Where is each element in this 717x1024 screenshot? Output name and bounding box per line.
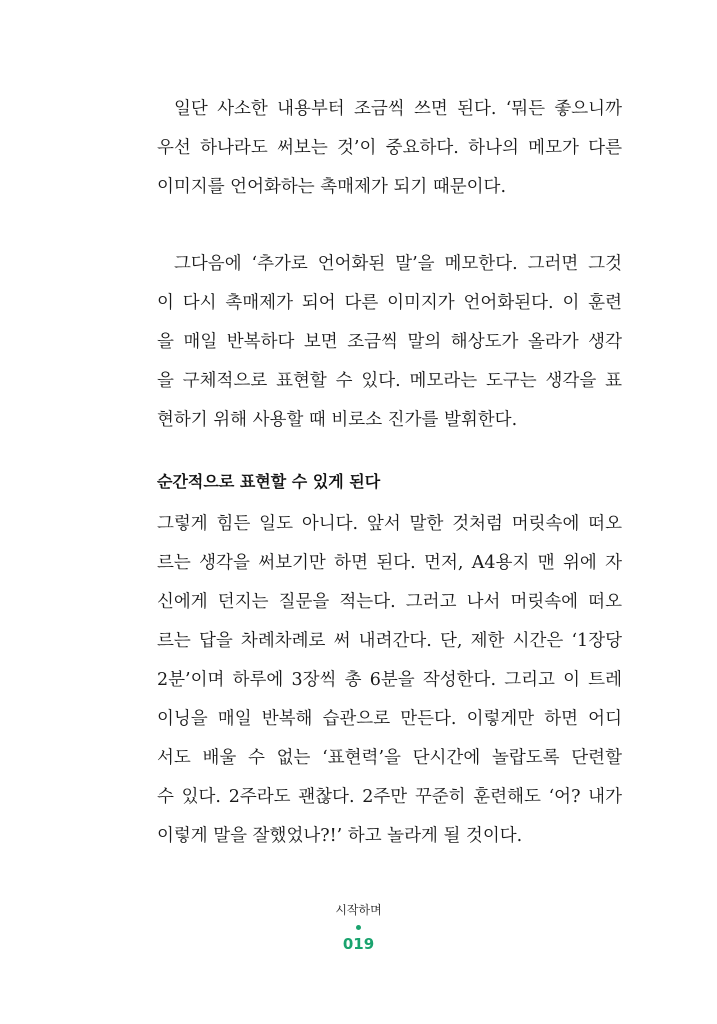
paragraph-line: 일단 사소한 내용부터 조금씩 쓰면 된다. ‘뭐든 좋으니까 — [174, 99, 622, 119]
paragraph-line: 신에게 던지는 질문을 적는다. 그러고 나서 머릿속에 떠오 — [157, 592, 622, 612]
paragraph-line: 이렇게 말을 잘했었나?!’ 하고 놀라게 될 것이다. — [157, 826, 523, 846]
section-heading: 순간적으로 표현할 수 있게 된다 — [157, 472, 381, 491]
paragraph-line: 이미지를 언어화하는 촉매제가 되기 때문이다. — [157, 177, 507, 197]
paragraph-1 — [157, 90, 622, 207]
paragraph-3 — [157, 505, 622, 856]
paragraph-line: 이 다시 촉매제가 되어 다른 이미지가 언어화된다. 이 훈련 — [157, 293, 622, 313]
chapter-title: 시작하며 — [335, 903, 382, 917]
paragraph-2 — [157, 245, 622, 440]
paragraph-line: 르는 생각을 써보기만 하면 된다. 먼저, A4용지 맨 위에 자 — [157, 553, 622, 573]
paragraph-line: 그렇게 힘든 일도 아니다. 앞서 말한 것처럼 머릿속에 떠오 — [157, 514, 622, 534]
paragraph-line: 르는 답을 차례차례로 써 내려간다. 단, 제한 시간은 ‘1장당 — [157, 631, 622, 651]
paragraph-line: 그다음에 ‘추가로 언어화된 말’을 메모한다. 그러면 그것 — [174, 254, 622, 274]
paragraph-line: 을 매일 반복하다 보면 조금씩 말의 해상도가 올라가 생각 — [157, 332, 622, 352]
page-number: 019 — [342, 935, 375, 953]
paragraph-line: 수 있다. 2주라도 괜찮다. 2주만 꾸준히 훈련해도 ‘어? 내가 — [157, 787, 622, 807]
paragraph-line: 서도 배울 수 없는 ‘표현력’을 단시간에 놀랍도록 단련할 — [157, 748, 622, 768]
dot-icon — [356, 925, 361, 930]
paragraph-line: 이닝을 매일 반복해 습관으로 만든다. 이렇게만 하면 어디 — [157, 709, 622, 729]
paragraph-line: 2분’이며 하루에 3장씩 총 6분을 작성한다. 그리고 이 트레 — [157, 670, 622, 690]
paragraph-line: 우선 하나라도 써보는 것’이 중요하다. 하나의 메모가 다른 — [157, 138, 622, 158]
paragraph-line: 현하기 위해 사용할 때 비로소 진가를 발휘한다. — [157, 410, 518, 430]
paragraph-line: 을 구체적으로 표현할 수 있다. 메모라는 도구는 생각을 표 — [157, 371, 622, 391]
